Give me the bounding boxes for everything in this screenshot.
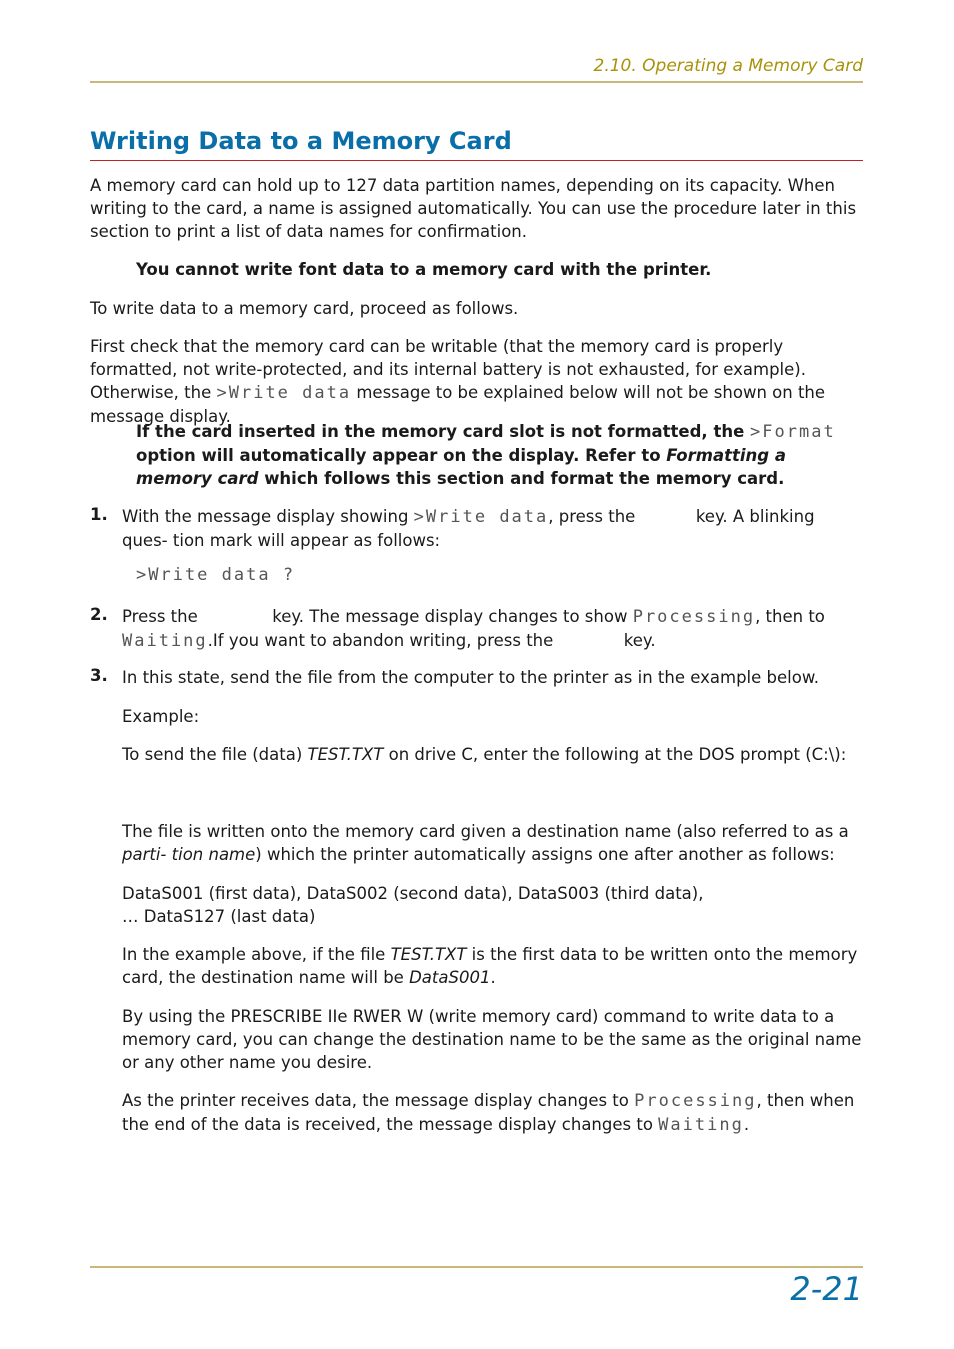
step-2-text-a: Press the [122, 607, 198, 626]
running-head: 2.10. Operating a Memory Card [593, 56, 863, 76]
lcd-processing-final: Processing [634, 1091, 757, 1111]
step-3-text: In this state, send the file from the computer to the printer as in the example below. [122, 668, 820, 687]
note-format-ref-a: Formatting a memory [136, 446, 786, 488]
note-format-text-b: option will automatically appear on the display. Refer to [136, 446, 661, 465]
final-paragraph [122, 1089, 863, 1137]
inex-text-a: In the example above, if the file [122, 945, 386, 964]
example-label: Example: [122, 707, 200, 726]
heading-rule [90, 160, 863, 161]
note-format-ref-b: card [217, 469, 259, 488]
data-names-line-2: … DataS127 (last data) [122, 907, 316, 926]
step-1-text [122, 505, 863, 552]
dest-text-a: The file is written onto the memory card given a destination name (also referred to as a [122, 822, 849, 841]
prescribe-paragraph: By using the PRESCRIBE IIe RWER W (write memory card) command to write data to a memory card, you can change the destination name to be the same as the original name or any other name you desire. [122, 1007, 862, 1072]
section-heading: Writing Data to a Memory Card [90, 127, 512, 155]
step-2-text-d: .If you want to abandon writing, press the [207, 631, 554, 650]
step-2-text-c: , then to [755, 607, 825, 626]
example-text-b: on drive C, enter the following at the DOS prompt (C:\): [388, 745, 847, 764]
inex-text-d: . [490, 968, 496, 987]
dest-text-b: ) which the printer automatically assigns one after another as follows: [255, 845, 835, 864]
inex-text-c: the destination name will be [168, 968, 404, 987]
intro-paragraph: A memory card can hold up to 127 data partition names, depending on its capacity. When writing to the card, a name is assigned automatically. You can use the procedure later in this section to print a list of data names for confirmation. [90, 176, 857, 241]
final-text-b: , then when the [122, 1091, 855, 1134]
step-2-text [122, 605, 863, 653]
final-text-c: end of the data is received, the message display changes to [154, 1115, 653, 1134]
example-text [122, 743, 863, 766]
header-rule [90, 81, 863, 83]
final-text-a: As the printer receives data, the message display changes to [122, 1091, 629, 1110]
lcd-write-data: >Write data [216, 383, 352, 403]
dest-em-b: tion name [171, 845, 256, 864]
check-paragraph [90, 335, 863, 428]
check-text-2: message to be explained below will not be shown on the message display. [90, 383, 826, 426]
check-text-1: First check that the memory card can be writable (that the memory card is properly formatted, not write-protected, and its internal battery is not exhausted, for example). Otherwise, the [90, 337, 806, 402]
lcd-format: >Format [750, 422, 836, 442]
page-number: 2-21 [790, 1270, 863, 1308]
note-format-text-c: which follows this section and format the memory card. [264, 469, 785, 488]
data-names-line-1: DataS001 (first data), DataS002 (second data), DataS003 (third data), [122, 884, 704, 903]
step-1-number: 1. [90, 505, 108, 524]
lcd-waiting-final: Waiting [658, 1115, 744, 1135]
example-file: TEST.TXT [307, 745, 384, 764]
note-font-data: You cannot write font data to a memory card with the printer. [136, 260, 712, 279]
step-2-text-b: key. The message display changes to show [272, 607, 628, 626]
lcd-waiting: Waiting [122, 631, 208, 651]
example-text-a: To send the file (data) [122, 745, 303, 764]
lcd-write-data-step1: >Write data [413, 507, 549, 527]
note-format-text-a: If the card inserted in the memory card slot is not formatted, the [136, 422, 745, 441]
step-1-text-c: key. A blinking ques- [122, 507, 815, 550]
data-names-list [122, 882, 863, 928]
step-2-text-e: key. [623, 631, 656, 650]
footer-rule [90, 1266, 863, 1268]
destination-paragraph [122, 820, 863, 866]
dest-em-a: parti- [122, 845, 167, 864]
step-1-text-d: tion mark will appear as follows: [172, 531, 441, 550]
inex-text-b: is the first data to be written onto the memory card, [122, 945, 858, 987]
lcd-write-data-question: >Write data ? [136, 565, 296, 585]
final-text-d: . [743, 1115, 750, 1134]
step-2-number: 2. [90, 605, 108, 624]
lcd-processing: Processing [632, 607, 756, 627]
in-example-paragraph [122, 943, 863, 989]
step-1-text-b: , press the [548, 507, 636, 526]
step-1-text-a: With the message display showing [122, 507, 409, 526]
inex-file: TEST.TXT [390, 945, 467, 964]
inex-name: DataS001 [409, 968, 491, 987]
note-format [136, 420, 863, 490]
step-3-number: 3. [90, 666, 108, 685]
proceed-paragraph: To write data to a memory card, proceed as follows. [90, 299, 519, 318]
